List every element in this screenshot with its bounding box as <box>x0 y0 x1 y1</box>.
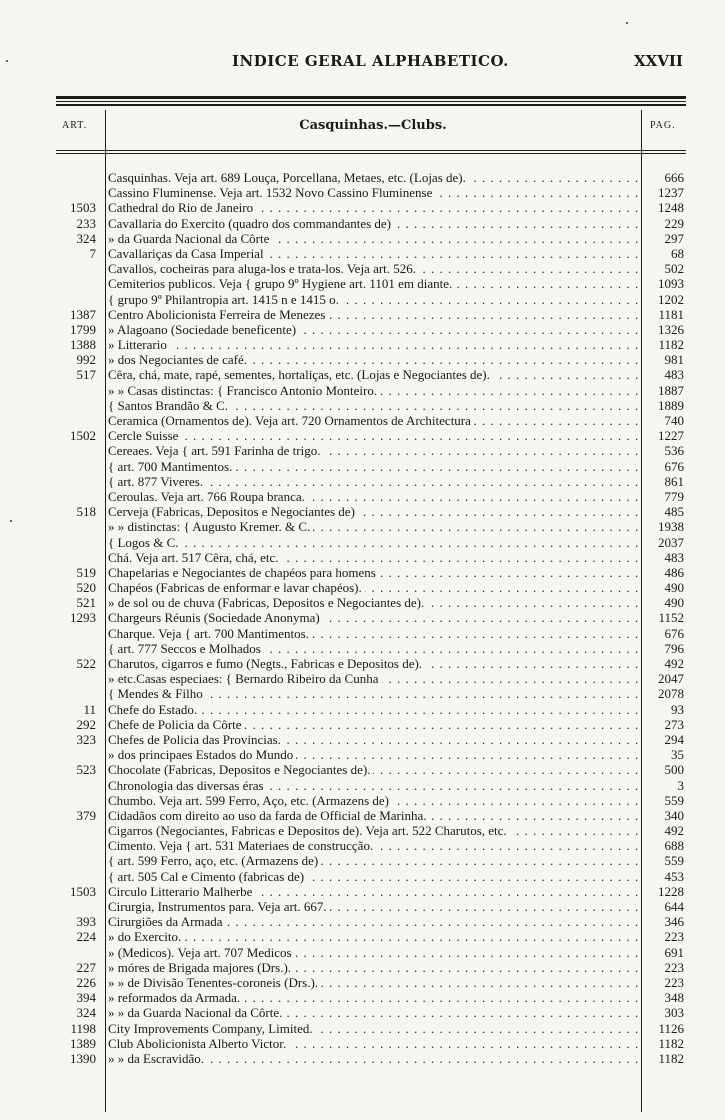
index-entry <box>108 960 638 975</box>
column-header-rule <box>56 150 686 151</box>
running-header <box>0 52 725 76</box>
index-row <box>0 778 725 793</box>
index-row <box>0 1021 725 1036</box>
index-entry <box>108 778 638 793</box>
index-row <box>0 656 725 671</box>
index-row <box>0 170 725 185</box>
entry-text: { art. 599 Ferro, aço, etc. (Armazens de) <box>108 853 321 868</box>
pag-column-header: PAG. <box>650 120 676 131</box>
index-entry <box>108 565 638 580</box>
page-reference: 676 <box>664 458 684 474</box>
entry-text: { art. 877 Viveres. <box>108 474 206 489</box>
entry-text: » » Casas distinctas: { Francisco Antonio Monteiro. <box>108 383 380 398</box>
entry-text: Cemiterios publicos. Veja { grupo 9º Hygiene art. 1101 em diante. <box>108 276 455 291</box>
article-number: 292 <box>76 716 96 732</box>
index-entry <box>108 489 638 504</box>
article-number: 11 <box>83 701 96 717</box>
index-entry <box>108 929 638 944</box>
entry-text: » dos Negociantes de café. <box>108 352 250 367</box>
page-reference: 346 <box>664 914 684 930</box>
index-row <box>0 1036 725 1051</box>
index-entry <box>108 838 638 853</box>
entry-text: Club Abolicionista Alberto Victor. <box>108 1036 289 1051</box>
print-speck <box>626 22 628 24</box>
index-row <box>0 793 725 808</box>
index-entry <box>108 702 638 717</box>
entry-text: City Improvements Company, Limited. <box>108 1021 316 1036</box>
page-reference: 1326 <box>658 321 684 337</box>
article-number: 1198 <box>70 1020 96 1036</box>
page-reference: 35 <box>671 747 684 763</box>
index-entry <box>108 1036 638 1051</box>
article-number: 523 <box>76 762 96 778</box>
entry-text: { art. 505 Cal e Cimento (fabricas de) <box>108 869 307 884</box>
index-row <box>0 929 725 944</box>
index-row <box>0 899 725 914</box>
print-speck <box>10 520 12 522</box>
page-reference: 486 <box>664 564 684 580</box>
page-reference: 68 <box>671 245 684 261</box>
entry-text: » do Exercito. <box>108 929 184 944</box>
article-number: 992 <box>76 352 96 368</box>
index-entry <box>108 671 638 686</box>
article-number: 1293 <box>70 610 96 626</box>
page-reference: 796 <box>664 640 684 656</box>
index-row <box>0 459 725 474</box>
entry-text: » » de Divisão Tenentes-coroneis (Drs.). <box>108 975 321 990</box>
index-row <box>0 884 725 899</box>
index-row <box>0 945 725 960</box>
page-reference: 536 <box>664 443 684 459</box>
index-entry <box>108 686 638 701</box>
entry-text: Ceroulas. Veja art. 766 Roupa branca. <box>108 489 308 504</box>
index-entry <box>108 732 638 747</box>
page-reference: 740 <box>664 413 684 428</box>
article-number: 1502 <box>70 428 96 444</box>
entry-text: » » da Guarda Nacional da Côrte. <box>108 1005 285 1020</box>
index-entry <box>108 216 638 231</box>
page-reference: 1182 <box>658 1035 684 1051</box>
entry-text: » » da Escravidão. <box>108 1051 207 1066</box>
index-row <box>0 747 725 762</box>
index-row <box>0 276 725 291</box>
art-column-header: ART. <box>62 120 88 131</box>
entry-text: Circulo Litterario Malherbe <box>108 884 255 899</box>
entry-text: { art. 777 Seccos e Molhados <box>108 641 264 656</box>
index-row <box>0 580 725 595</box>
index-entry <box>108 246 638 261</box>
index-entry <box>108 428 638 443</box>
index-entry <box>108 610 638 625</box>
entry-text: Cidadãos com direito ao uso da farda de Official de Marinha. <box>108 808 430 823</box>
article-number: 1503 <box>70 883 96 899</box>
article-number: 1388 <box>70 337 96 353</box>
index-entry <box>108 550 638 565</box>
entry-text: Chapéos (Fabricas de enformar e lavar chapéos). <box>108 580 365 595</box>
index-row <box>0 823 725 838</box>
page-reference: 981 <box>664 352 684 368</box>
entry-text: » etc.Casas especiaes: { Bernardo Ribeiro da Cunha <box>108 671 382 686</box>
page-reference: 93 <box>671 701 684 717</box>
index-entry <box>108 322 638 337</box>
entry-text: Cathedral do Rio de Janeiro <box>108 200 256 215</box>
index-entry <box>108 200 638 215</box>
index-row <box>0 428 725 443</box>
section-heading: Casquinhas.—Clubs. <box>299 118 447 133</box>
article-number: 394 <box>76 990 96 1006</box>
index-row <box>0 702 725 717</box>
page-reference: 861 <box>664 473 684 489</box>
page-reference: 483 <box>664 549 684 565</box>
index-entries <box>0 170 725 1066</box>
index-row <box>0 383 725 398</box>
index-entry <box>108 535 638 550</box>
article-number: 520 <box>76 580 96 596</box>
entry-text: » móres de Brigada majores (Drs.). <box>108 960 294 975</box>
index-row <box>0 838 725 853</box>
index-entry <box>108 626 638 641</box>
entry-text: Cigarros (Negociantes, Fabricas e Depositos de). Veja art. 522 Charutos, etc. <box>108 823 510 838</box>
index-entry <box>108 914 638 929</box>
index-row <box>0 261 725 276</box>
page-reference: 490 <box>664 580 684 596</box>
entry-text: Charque. Veja { art. 700 Mantimentos. <box>108 626 312 641</box>
entry-text: » Alagoano (Sociedade beneficente) <box>108 322 299 337</box>
index-row <box>0 474 725 489</box>
index-row <box>0 595 725 610</box>
entry-text: Cassino Fluminense. Veja art. 1532 Novo Cassino Fluminense <box>108 185 435 200</box>
entry-text: » da Guarda Nacional da Côrte <box>108 231 272 246</box>
index-row <box>0 1051 725 1066</box>
header-rule-top <box>56 96 686 99</box>
page-number: XXVII <box>634 52 683 70</box>
entry-text: Chronologia das diversas éras <box>108 778 267 793</box>
page-reference: 1182 <box>658 1050 684 1066</box>
index-entry <box>108 899 638 914</box>
page-reference: 1248 <box>658 200 684 216</box>
entry-text: Cercle Suisse <box>108 428 181 443</box>
page-reference: 490 <box>664 595 684 611</box>
index-row <box>0 337 725 352</box>
page-reference: 779 <box>664 488 684 504</box>
index-entry <box>108 945 638 960</box>
article-number: 393 <box>76 914 96 930</box>
entry-text: Chefe do Estado. <box>108 702 200 717</box>
page-reference: 1202 <box>658 291 684 307</box>
index-entry <box>108 307 638 322</box>
article-number: 224 <box>76 929 96 945</box>
index-row <box>0 367 725 382</box>
entry-text: Centro Abolicionista Ferreira de Menezes <box>108 307 328 322</box>
index-row <box>0 216 725 231</box>
page-reference: 229 <box>664 215 684 231</box>
index-row <box>0 869 725 884</box>
article-number: 7 <box>89 245 96 261</box>
entry-text: Chapelarias e Negociantes de chapéos para homens <box>108 565 379 580</box>
article-number: 522 <box>76 656 96 671</box>
page-reference: 1227 <box>658 428 684 444</box>
page-reference: 1181 <box>658 306 684 322</box>
page-reference: 294 <box>664 731 684 747</box>
index-row <box>0 1005 725 1020</box>
page-reference: 1889 <box>658 397 684 413</box>
entry-text: » Litterario <box>108 337 170 352</box>
index-row <box>0 352 725 367</box>
index-entry <box>108 823 638 838</box>
page-reference: 1152 <box>658 610 684 626</box>
page-reference: 485 <box>664 504 684 520</box>
page-reference: 559 <box>664 792 684 808</box>
entry-text: » de sol ou de chuva (Fabricas, Depositos e Negociantes de). <box>108 595 427 610</box>
index-entry <box>108 337 638 352</box>
page-reference: 644 <box>664 899 684 914</box>
index-row <box>0 489 725 504</box>
page-reference: 666 <box>664 170 684 185</box>
page-reference: 453 <box>664 868 684 884</box>
index-row <box>0 808 725 823</box>
index-entry <box>108 1005 638 1020</box>
page-reference: 676 <box>664 625 684 641</box>
index-entry <box>108 975 638 990</box>
article-number: 1387 <box>70 306 96 322</box>
page-title: INDICE GERAL ALPHABETICO. <box>232 52 509 70</box>
index-row <box>0 565 725 580</box>
entry-text: Cimento. Veja { art. 531 Materiaes de construcção. <box>108 838 376 853</box>
entry-text: { art. 700 Mantimentos. <box>108 459 235 474</box>
article-number: 517 <box>76 367 96 383</box>
header-rule-third <box>56 104 686 106</box>
index-row <box>0 626 725 641</box>
index-entry <box>108 747 638 762</box>
entry-text: Chumbo. Veja art. 599 Ferro, Aço, etc. (Armazens de) <box>108 793 392 808</box>
index-row <box>0 246 725 261</box>
entry-text: Chefes de Policia das Provincias. <box>108 732 284 747</box>
entry-text: Cirurgiões da Armada <box>108 914 226 929</box>
entry-text: { Mendes & Filho <box>108 686 206 701</box>
index-row <box>0 413 725 428</box>
index-row <box>0 398 725 413</box>
index-entry <box>108 231 638 246</box>
index-row <box>0 550 725 565</box>
index-row <box>0 671 725 686</box>
page-reference: 492 <box>664 656 684 671</box>
article-number: 379 <box>76 807 96 823</box>
article-number: 323 <box>76 731 96 747</box>
page-reference: 273 <box>664 716 684 732</box>
index-entry <box>108 519 638 534</box>
column-header-rule-2 <box>56 153 686 154</box>
index-row <box>0 292 725 307</box>
page-reference: 691 <box>664 944 684 960</box>
page-reference: 1228 <box>658 883 684 899</box>
article-number: 233 <box>76 215 96 231</box>
page-reference: 303 <box>664 1005 684 1021</box>
page-reference: 297 <box>664 230 684 246</box>
entry-text: » reformados da Armada. <box>108 990 243 1005</box>
entry-text: Casquinhas. Veja art. 689 Louça, Porcellana, Metaes, etc. (Lojas de). <box>108 170 469 185</box>
article-number: 1503 <box>70 200 96 216</box>
article-number: 1799 <box>70 321 96 337</box>
entry-text: Cerveja (Fabricas, Depositos e Negociantes de) <box>108 504 358 519</box>
header-rule-bottom <box>56 101 686 102</box>
entry-text: » (Medicos). Veja art. 707 Medicos <box>108 945 295 960</box>
index-row <box>0 307 725 322</box>
page-reference: 1182 <box>658 337 684 353</box>
index-entry <box>108 443 638 458</box>
index-row <box>0 717 725 732</box>
index-entry <box>108 656 638 671</box>
entry-text: Cirurgia, Instrumentos para. Veja art. 667. <box>108 899 330 914</box>
print-speck <box>6 60 8 62</box>
entry-text: Chá. Veja art. 517 Cêra, chá, etc. <box>108 550 282 565</box>
index-entry <box>108 1021 638 1036</box>
article-number: 519 <box>76 564 96 580</box>
entry-text: { Santos Brandão & C. <box>108 398 231 413</box>
index-entry <box>108 762 638 777</box>
entry-text: Cavallos, cocheiras para aluga-los e trata-los. Veja art. 526. <box>108 261 419 276</box>
article-number: 521 <box>76 595 96 611</box>
index-row <box>0 519 725 534</box>
page-reference: 1887 <box>658 382 684 398</box>
index-entry <box>108 398 638 413</box>
index-entry <box>108 808 638 823</box>
index-row <box>0 610 725 625</box>
page-reference: 223 <box>664 929 684 945</box>
index-entry <box>108 276 638 291</box>
index-entry <box>108 367 638 382</box>
index-entry <box>108 641 638 656</box>
entry-text: Charutos, cigarros e fumo (Negts., Fabricas e Depositos de). <box>108 656 425 671</box>
index-row <box>0 641 725 656</box>
entry-text: { Logos & C. <box>108 535 182 550</box>
page-reference: 1237 <box>658 185 684 201</box>
entry-text: { grupo 9º Philantropia art. 1415 n e 1415 o. <box>108 292 342 307</box>
index-entry <box>108 474 638 489</box>
page-reference: 3 <box>677 777 684 793</box>
page-reference: 502 <box>664 261 684 277</box>
page-reference: 2078 <box>658 686 684 702</box>
page-reference: 1093 <box>658 276 684 292</box>
entry-text: Chefe de Policia da Côrte <box>108 717 245 732</box>
index-row <box>0 762 725 777</box>
page-reference: 492 <box>664 823 684 839</box>
index-entry <box>108 413 638 428</box>
index-row <box>0 200 725 215</box>
index-row <box>0 960 725 975</box>
index-entry <box>108 717 638 732</box>
article-number: 324 <box>76 230 96 246</box>
article-number: 227 <box>76 959 96 975</box>
page-reference: 688 <box>664 838 684 854</box>
page-reference: 348 <box>664 990 684 1006</box>
index-entry <box>108 884 638 899</box>
article-number: 226 <box>76 974 96 990</box>
index-entry <box>108 504 638 519</box>
index-entry <box>108 261 638 276</box>
entry-text: Cêra, chá, mate, rapé, sementes, hortaliças, etc. (Lojas e Negociantes de). <box>108 367 493 382</box>
index-row <box>0 975 725 990</box>
entry-text: » dos principaes Estados do Mundo <box>108 747 296 762</box>
index-row <box>0 443 725 458</box>
index-entry <box>108 292 638 307</box>
article-number: 1389 <box>70 1035 96 1051</box>
page-reference: 559 <box>664 853 684 869</box>
index-row <box>0 185 725 200</box>
page-reference: 1126 <box>658 1020 684 1036</box>
index-entry <box>108 580 638 595</box>
index-entry <box>108 793 638 808</box>
entry-text: Chargeurs Réunis (Sociedade Anonyma) <box>108 610 323 625</box>
index-row <box>0 853 725 868</box>
page-reference: 340 <box>664 807 684 823</box>
index-entry <box>108 595 638 610</box>
article-number: 518 <box>76 504 96 520</box>
entry-text: Ceramica (Ornamentos de). Veja art. 720 Ornamentos de Architectura <box>108 413 474 428</box>
index-row <box>0 535 725 550</box>
index-entry <box>108 459 638 474</box>
page-reference: 500 <box>664 762 684 778</box>
page-reference: 223 <box>664 974 684 990</box>
index-entry <box>108 853 638 868</box>
index-entry <box>108 1051 638 1066</box>
index-row <box>0 686 725 701</box>
page-reference: 1938 <box>658 519 684 535</box>
index-entry <box>108 990 638 1005</box>
article-number: 1390 <box>70 1050 96 1066</box>
entry-text: Chocolate (Fabricas, Depositos e Negociantes de). <box>108 762 373 777</box>
page-reference: 223 <box>664 959 684 975</box>
entry-text: Cavallariças da Casa Imperial <box>108 246 267 261</box>
index-entry <box>108 170 638 185</box>
index-row <box>0 990 725 1005</box>
index-row <box>0 322 725 337</box>
entry-text: Cereaes. Veja { art. 591 Farinha de trigo. <box>108 443 324 458</box>
entry-text: » » distinctas: { Augusto Kremer. & C. <box>108 519 313 534</box>
page-reference: 2037 <box>658 534 684 550</box>
index-row <box>0 231 725 246</box>
index-entry <box>108 185 638 200</box>
index-entry <box>108 352 638 367</box>
index-row <box>0 914 725 929</box>
entry-text: Cavallaria do Exercito (quadro dos commandantes de) <box>108 216 394 231</box>
index-entry <box>108 383 638 398</box>
page-reference: 483 <box>664 367 684 383</box>
index-row <box>0 732 725 747</box>
page-reference: 2047 <box>658 671 684 687</box>
index-row <box>0 504 725 519</box>
article-number: 324 <box>76 1005 96 1021</box>
index-entry <box>108 869 638 884</box>
